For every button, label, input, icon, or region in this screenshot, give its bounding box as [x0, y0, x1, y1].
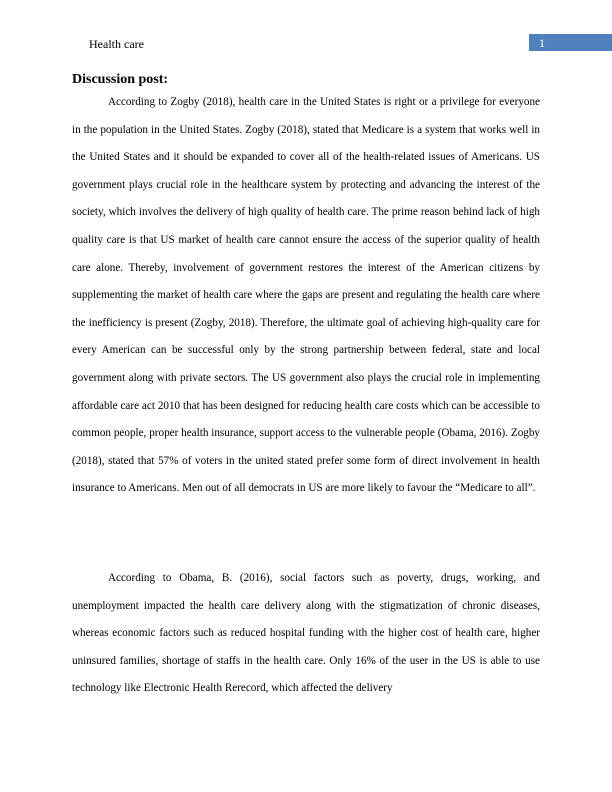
running-head: Health care: [89, 37, 144, 51]
page-number-box: [529, 34, 612, 51]
body-paragraph-2: According to Obama, B. (2016), social factors such as poverty, drugs, working, and unemployment impacted the health care delivery along with the stigmatization of chronic diseases, whereas economic factors such as reduced hospital funding with the higher cost of health care, higher uninsured families, shortage of staffs in the health care. Only 16% of the user in the US is able to use technology like Electronic Health Rerecord, which affected the delivery: [72, 572, 540, 695]
page-number: 1: [539, 36, 545, 50]
document-heading: Discussion post:: [72, 72, 169, 87]
body-paragraph-1: According to Zogby (2018), health care in the United States is right or a privilege for everyone in the population in the United States. Zogby (2018), stated that Medicare is a system that works well in the United States and it should be expanded to cover all of the health-related issues of Americans. US government plays crucial role in the healthcare system by protecting and advancing the interest of the society, which involves the delivery of high quality of health care. The prime reason behind lack of high quality care is that US market of health care cannot ensure the access of the superior quality of health care alone. Thereby, involvement of government restores the interest of the American citizens by supplementing the market of health care where the gaps are present and regulating the health care where the inefficiency is present (Zogby, 2018). Therefore, the ultimate goal of achieving high-quality care for every American can be successful only by the strong partnership between federal, state and local government along with private sectors. The US government also plays the crucial role in implementing affordable care act 2010 that has been designed for reducing health care costs which can be accessible to common people, proper health insurance, support access to the vulnerable people (Obama, 2016). Zogby (2018), stated that 57% of voters in the united stated prefer some form of direct involvement in health insurance to Americans. Men out of all democrats in US are more likely to favour the “Medicare to all”.: [72, 96, 540, 495]
